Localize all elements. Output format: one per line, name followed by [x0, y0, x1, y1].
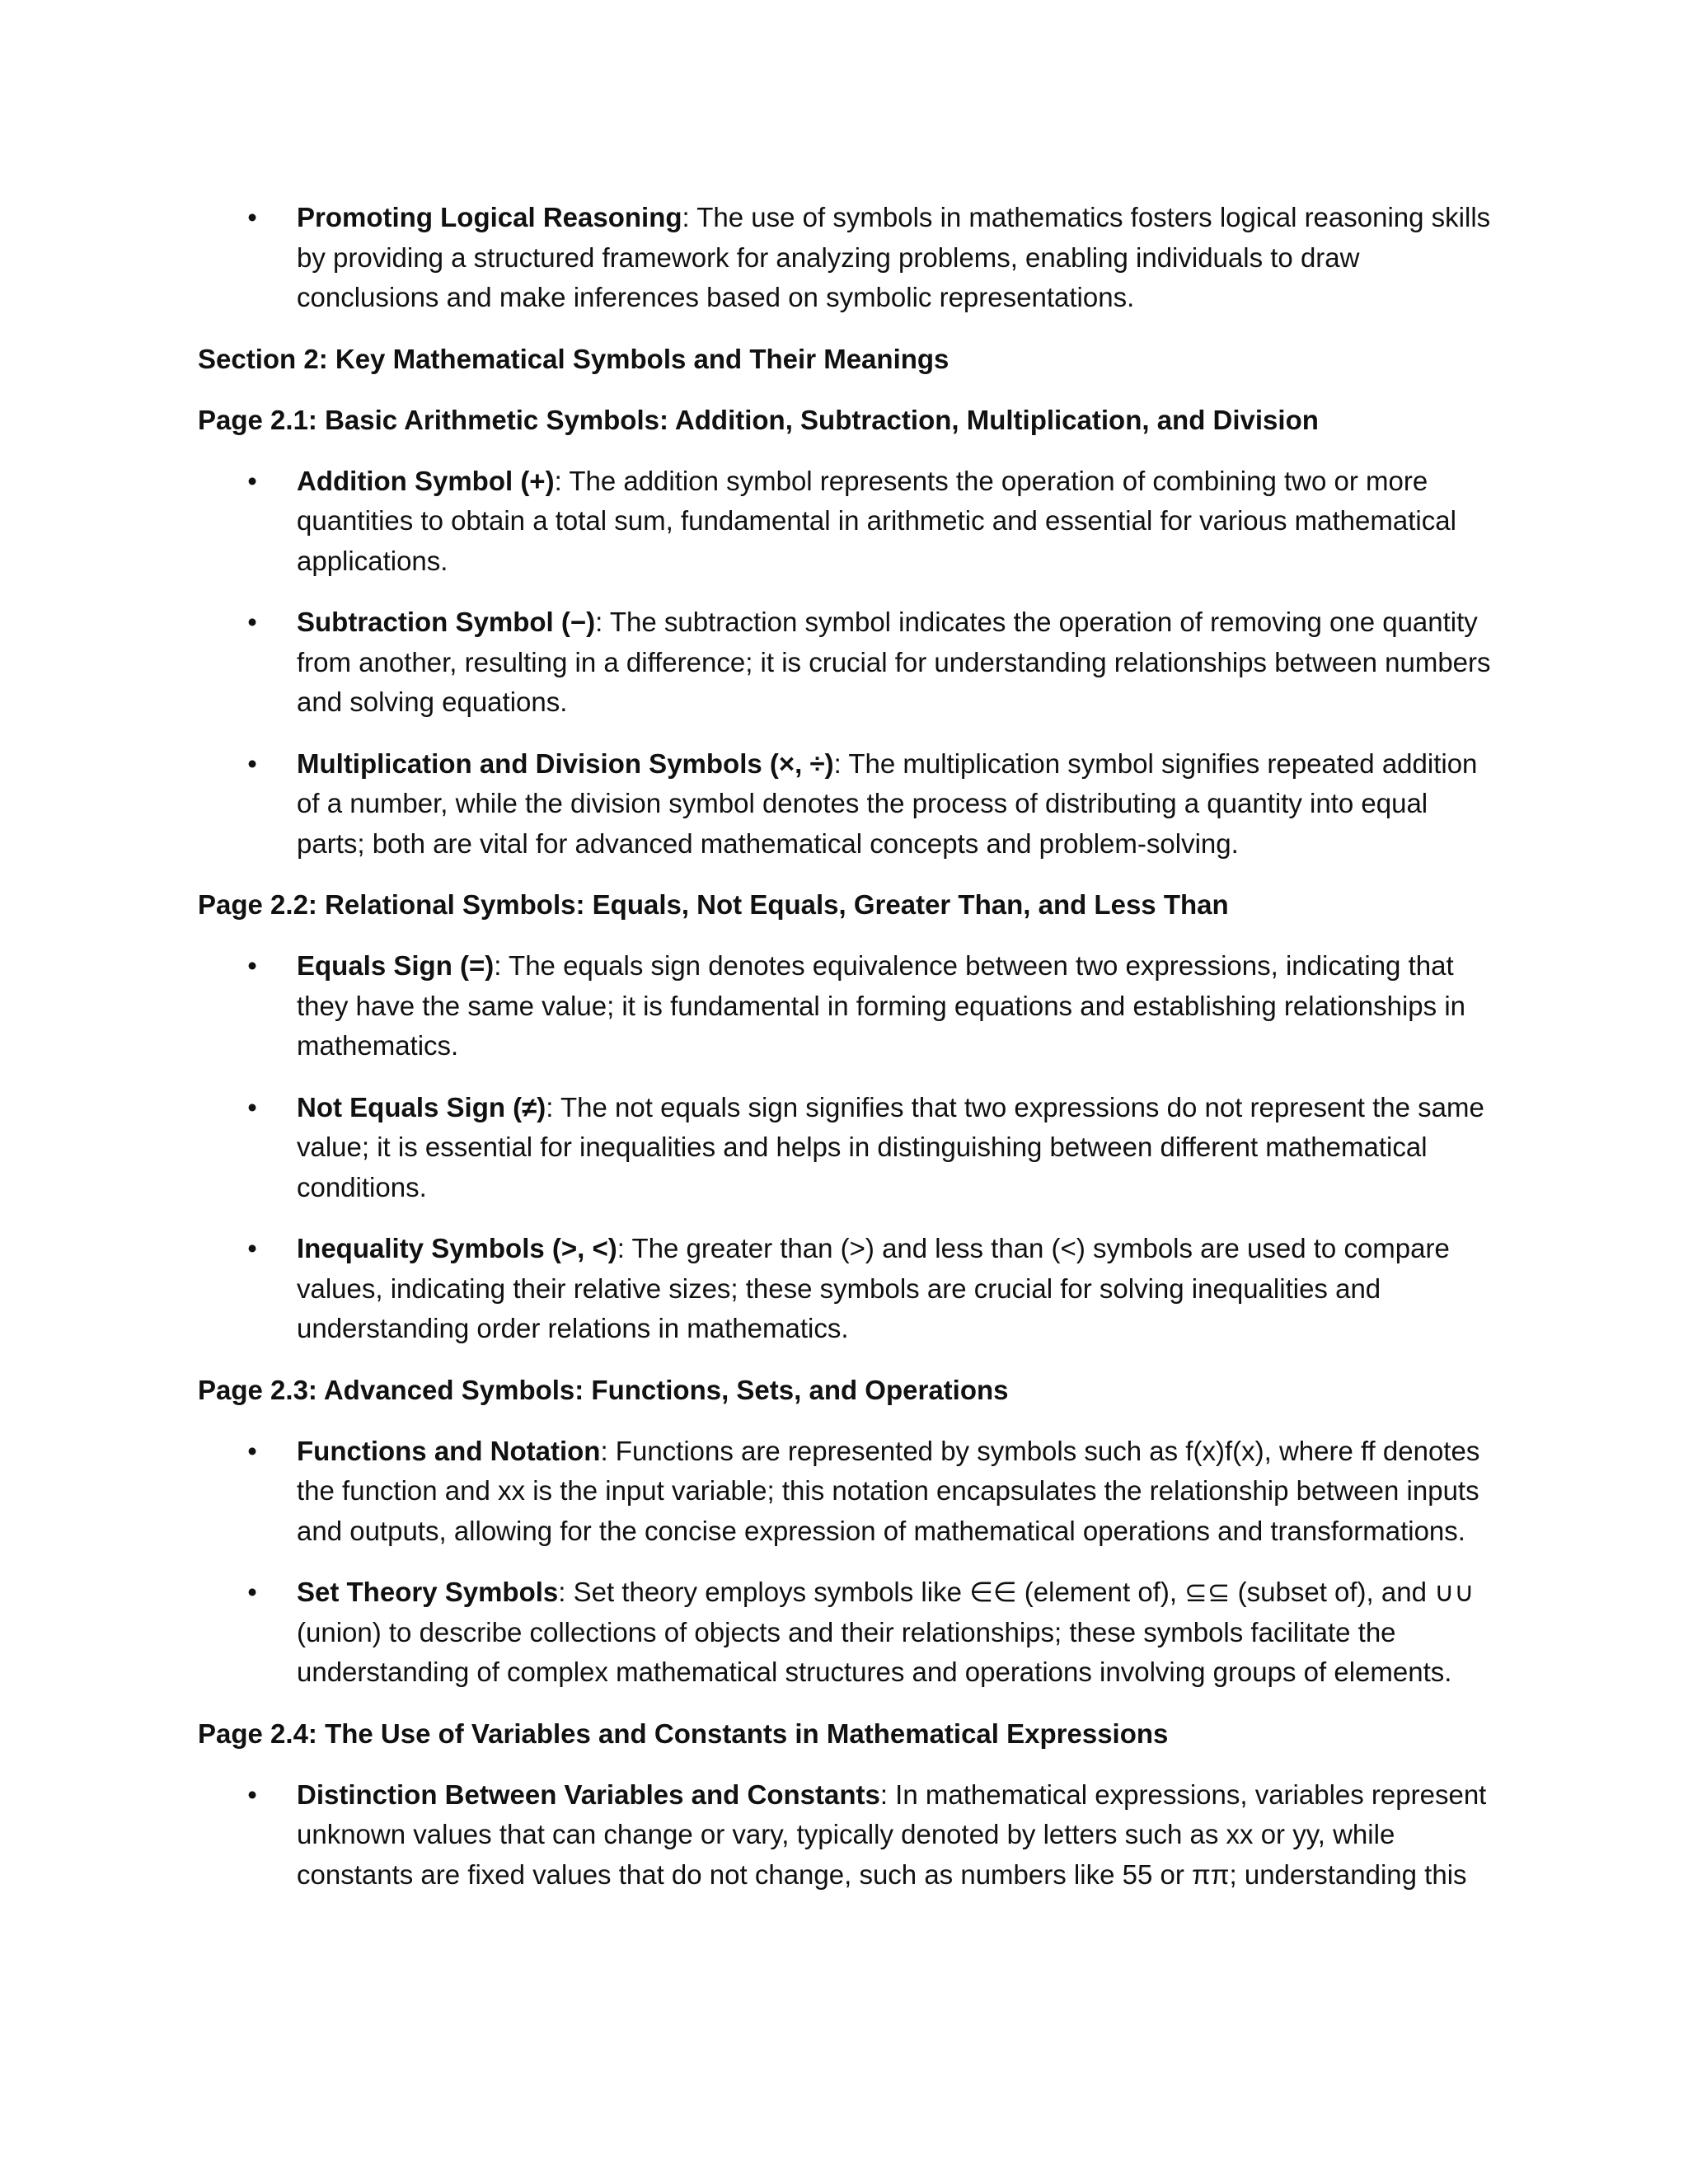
page-heading-2-3: Page 2.3: Advanced Symbols: Functions, Sets, and Operations	[198, 1374, 1009, 1405]
bullet-text: : The use of symbols in mathematics fosters logical reasoning skills by providing a structured framework for analyzing problems, enabling individuals to draw conclusions and make inferences based on symbolic representations.	[297, 202, 1491, 312]
list-item	[198, 744, 1500, 865]
bullet-text: : The equals sign denotes equivalence between two expressions, indicating that they have the same value; it is fundamental in forming equations and establishing relationships in mathematics.	[297, 950, 1466, 1061]
bullet-term: Set Theory Symbols	[297, 1577, 559, 1607]
section-heading: Section 2: Key Mathematical Symbols and Their Meanings	[198, 343, 950, 374]
list-item	[198, 946, 1500, 1066]
bullet-term: Functions and Notation	[297, 1435, 601, 1466]
list-item	[198, 1775, 1500, 1896]
page-heading-2-4: Page 2.4: The Use of Variables and Constants in Mathematical Expressions	[198, 1718, 1169, 1749]
list-item	[198, 1229, 1500, 1349]
bullet-text: : The greater than (>) and less than (<) symbols are used to compare values, indicating their relative sizes; these symbols are crucial for solving inequalities and understanding order relations in mathematics.	[297, 1233, 1450, 1343]
bullet-icon: •	[247, 1091, 257, 1122]
bullet-icon: •	[247, 465, 257, 496]
document-page	[198, 198, 1500, 1916]
bullet-term: Distinction Between Variables and Constants	[297, 1779, 880, 1810]
bullet-icon: •	[247, 748, 257, 779]
list-item	[198, 602, 1500, 723]
bullet-text: : Set theory employs symbols like ∈∈ (element of), ⊆⊆ (subset of), and ∪∪ (union) to describe collections of objects and their relationships; these symbols facilitate the understanding of complex mathematical structures and operations involving groups of elements.	[297, 1577, 1475, 1687]
page-heading-2-2: Page 2.2: Relational Symbols: Equals, Not Equals, Greater Than, and Less Than	[198, 889, 1229, 920]
bullet-icon: •	[247, 202, 257, 232]
list-item	[198, 1432, 1500, 1552]
bullet-text: : The not equals sign signifies that two expressions do not represent the same value; it is essential for inequalities and helps in distinguishing between different mathematical conditions.	[297, 1091, 1484, 1202]
bullet-text: : Functions are represented by symbols such as f(x)f(x), where ff denotes the function and xx is the input variable; this notation encapsulates the relationship between inputs and outputs, allowing for the concise expression of mathematical operations and transformations.	[297, 1435, 1480, 1546]
bullet-term: Addition Symbol (+)	[297, 465, 555, 496]
bullet-term: Equals Sign (=)	[297, 950, 495, 981]
bullet-text: : In mathematical expressions, variables represent unknown values that can change or vary, typically denoted by letters such as xx or yy, while constants are fixed values that do not change, such as numbers like 55 or ππ; understanding this	[297, 1779, 1487, 1890]
bullet-term: Not Equals Sign (≠)	[297, 1091, 546, 1122]
bullet-text: : The multiplication symbol signifies repeated addition of a number, while the division symbol denotes the process of distributing a quantity into equal parts; both are vital for advanced mathematical concepts and problem-solving.	[297, 748, 1478, 859]
bullet-term: Multiplication and Division Symbols (×, ÷)	[297, 748, 834, 779]
bullet-icon: •	[247, 1435, 257, 1466]
bullet-term: Inequality Symbols (>, <)	[297, 1233, 617, 1263]
bullet-term: Promoting Logical Reasoning	[297, 202, 682, 232]
bullet-icon: •	[247, 1577, 257, 1607]
bullet-icon: •	[247, 950, 257, 981]
bullet-icon: •	[247, 1233, 257, 1263]
list-item	[198, 1572, 1500, 1693]
bullet-term: Subtraction Symbol (−)	[297, 607, 596, 637]
page-heading-2-1: Page 2.1: Basic Arithmetic Symbols: Addition, Subtraction, Multiplication, and Division	[198, 404, 1319, 435]
list-item	[198, 198, 1500, 318]
bullet-text: : The addition symbol represents the operation of combining two or more quantities to obtain a total sum, fundamental in arithmetic and essential for various mathematical applications.	[297, 465, 1456, 576]
bullet-text: : The subtraction symbol indicates the operation of removing one quantity from another, resulting in a difference; it is crucial for understanding relationships between numbers and solving equations.	[297, 607, 1491, 717]
list-item	[198, 1088, 1500, 1208]
list-item	[198, 462, 1500, 582]
bullet-icon: •	[247, 607, 257, 637]
bullet-icon: •	[247, 1779, 257, 1810]
